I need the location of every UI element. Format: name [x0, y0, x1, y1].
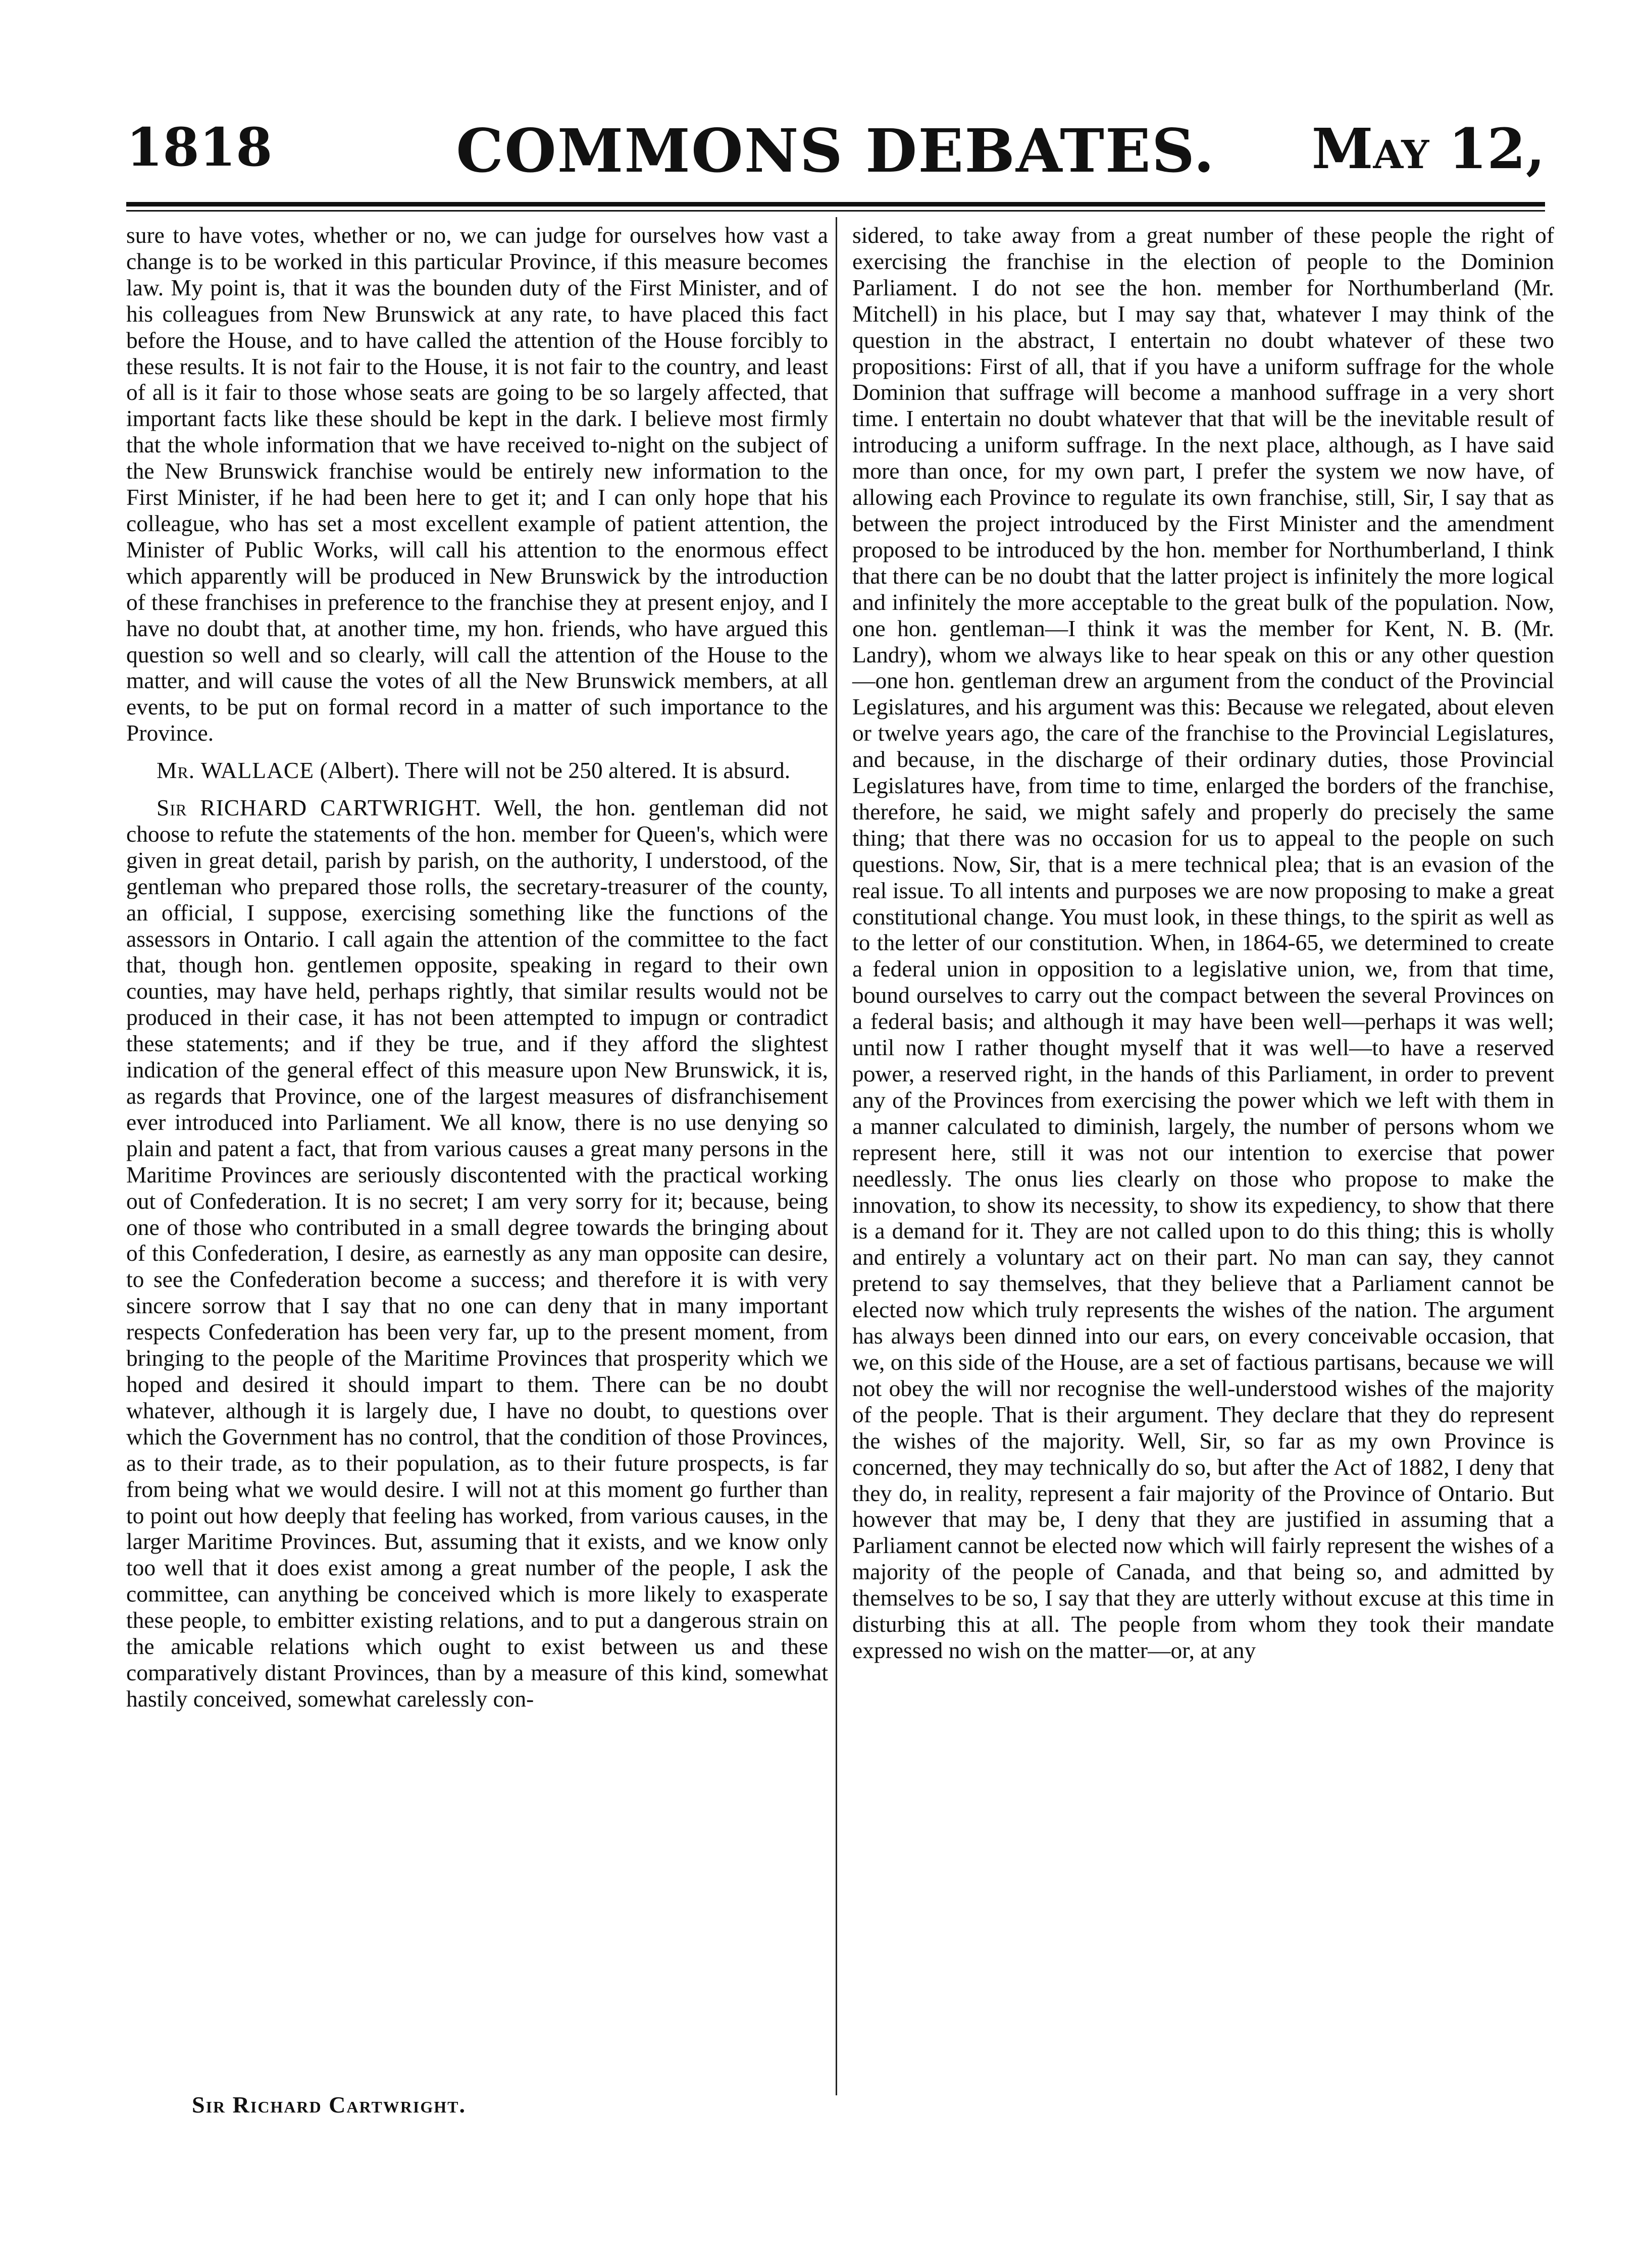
speaker-name: Mr. WALLACE: [157, 757, 315, 784]
header-date: May 12,: [1311, 116, 1545, 181]
header-rule-thick: [126, 202, 1545, 207]
page-number: 1818: [126, 116, 273, 178]
right-column: [852, 222, 1554, 1664]
column-divider: [836, 217, 837, 2095]
page-header: [126, 116, 1545, 202]
speech-text: (Albert). There will not be 250 altered. It is absurd.: [314, 757, 791, 784]
header-rule-thin: [126, 210, 1545, 212]
left-column: [126, 222, 828, 1712]
speech-wallace: [126, 757, 828, 784]
publication-title: COMMONS DEBATES.: [456, 116, 1215, 186]
speech-text: Well, the hon. gentleman did not choose to refute the statements of the hon. member for Queen's, which were given in great detail, parish by parish, on the authority, I understood, of the gentleman who prepared those rolls, the secretary-treasurer of the county, an official, I suppose, exercising something like the functions of the assessors in Ontario. I call again the attention of the committee to the fact that, though hon. gentlemen opposite, speaking in regard to their own counties, may have held, perhaps rightly, that similar results would not be produced in their case, it has not been attempted to impugn or contradict these statements; and if they be true, and if they afford the slightest indication of the general effect of this measure upon New Brunswick, it is, as regards that Province, one of the largest measures of disfranchisement ever introduced into Parliament. We all know, there is no use denying so plain and patent a fact, that from various causes a great many persons in the Maritime Provinces are seriously discontented with the practical working out of Confederation. It is no secret; I am very sorry for it; because, being one of those who contributed in a small degree towards the bringing about of this Confederation, I desire, as earnestly as any man opposite can desire, to see the Confederation become a success; and therefore it is with very sincere sorrow that I say that no one can deny that in many important respects Confederation has been very far, up to the present moment, from bringing to the people of the Maritime Provinces that prosperity which we hoped and desired it should impart to them. There can be no doubt whatever, although it is largely due, I have no doubt, to questions over which the Government has no control, that the condition of those Provinces, as to their trade, as to their population, as to their future prospects, is far from being what we would desire. I will not at this moment go further than to point out how deeply that feeling has worked, from various causes, in the larger Maritime Provinces. But, assuming that it exists, and we know only too well that it does exist among a great number of the people, I ask the committee, can anything be conceived which is more likely to exasperate these people, to embitter existing relations, and to put a dangerous strain on the amicable relations which ought to exist between us and these comparatively distant Provinces, than by a measure of this kind, somewhat hastily conceived, somewhat carelessly con-: [126, 795, 828, 1712]
footer-speaker: Sir Richard Cartwright.: [192, 2092, 466, 2118]
paragraph: sidered, to take away from a great number of these people the right of exercising the franchise in the election of people to the Dominion Parliament. I do not see the hon. member for Northumberland (Mr. Mitchell) in his place, but I may say that, whatever I may think of the question in the abstract, I entertain no doubt whatever of these two propositions: First of all, that if you have a uniform suffrage for the whole Dominion that suffrage will become a manhood suffrage in a very short time. I entertain no doubt whatever that that will be the inevitable result of introducing a uniform suffrage. In the next place, although, as I have said more than once, for my own part, I prefer the system we now have, of allowing each Province to regulate its own franchise, still, Sir, I say that as between the project introduced by the First Minister and the amendment proposed to be introduced by the hon. member for Northumberland, I think that there can be no doubt that the latter project is infinitely the more logical and infinitely the more acceptable to the great bulk of the population. Now, one hon. gentleman—I think it was the member for Kent, N. B. (Mr. Landry), whom we always like to hear speak on this or any other question—one hon. gentleman drew an argument from the conduct of the Provincial Legislatures, and his argument was this: Because we relegated, about eleven or twelve years ago, the care of the franchise to the Provincial Legislatures, and because, in the discharge of their ordinary duties, those Provincial Legislatures have, from time to time, enlarged the borders of the franchise, therefore, he said, we might safely and properly do precisely the same thing; that there was no occasion for us to appeal to the people on such questions. Now, Sir, that is a mere technical plea; that is an evasion of the real issue. To all intents and purposes we are now proposing to make a great constitutional change. You must look, in these things, to the spirit as well as to the letter of our constitution. When, in 1864-65, we determined to create a federal union in opposition to a legislative union, we, from that time, bound ourselves to carry out the compact between the several Provinces on a federal basis; and although it may have been well—perhaps it was well; until now I rather thought myself that it was well—to have a reserved power, a reserved right, in the hands of this Parliament, in order to prevent any of the Provinces from exercising the power which we left with them in a manner calculated to diminish, largely, the number of persons whom we represent here, still it was not our intention to exercise that power needlessly. The onus lies clearly on those who propose to make the innovation, to show its necessity, to show its expediency, to show that there is a demand for it. They are not called upon to do this thing; this is wholly and entirely a voluntary act on their part. No man can say, they cannot pretend to say themselves, that they believe that a Parliament cannot be elected now which truly represents the wishes of the nation. The argument has always been dinned into our ears, on every conceivable occasion, that we, on this side of the House, are a set of factious partisans, because we will not obey the will nor recognise the well-understood wishes of the majority of the people. That is their argument. They declare that they do represent the wishes of the majority. Well, Sir, so far as my own Province is concerned, they may technically do so, but after the Act of 1882, I deny that they do, in reality, represent a fair majority of the Province of Ontario. But however that may be, I deny that they are justified in assuming that a Parliament cannot be elected now which will fairly represent the wishes of a majority of the people of Canada, and that being so, and admitted by themselves to be so, I say that they are utterly without excuse at this time in disturbing this at all. The people from whom they took their mandate expressed no wish on the matter—or, at any: [852, 222, 1554, 1663]
speaker-name: Sir RICHARD CARTWRIGHT.: [157, 795, 482, 821]
speech-cartwright: [126, 795, 828, 1712]
paragraph: sure to have votes, whether or no, we can judge for ourselves how vast a change is to be worked in this particular Province, if this measure becomes law. My point is, that it was the bounden duty of the First Minister, and of his colleagues from New Brunswick at any rate, to have placed this fact before the House, and to have called the attention of the House forcibly to these results. It is not fair to the House, it is not fair to the country, and least of all is it fair to those whose seats are going to be so largely affected, that important facts like these should be kept in the dark. I believe most firmly that the whole information that we have received to-night on the subject of the New Brunswick franchise would be entirely new information to the First Minister, if he had been here to get it; and I can only hope that his colleague, who has set a most excellent example of patient attention, the Minister of Public Works, will call his attention to the enormous effect which apparently will be produced in New Brunswick by the introduction of these franchises in preference to the franchise they at present enjoy, and I have no doubt that, at another time, my hon. friends, who have argued this question so well and so clearly, will call the attention of the House to the matter, and will cause the votes of all the New Brunswick members, at all events, to be put on formal record in a matter of such importance to the Province.: [126, 222, 828, 746]
